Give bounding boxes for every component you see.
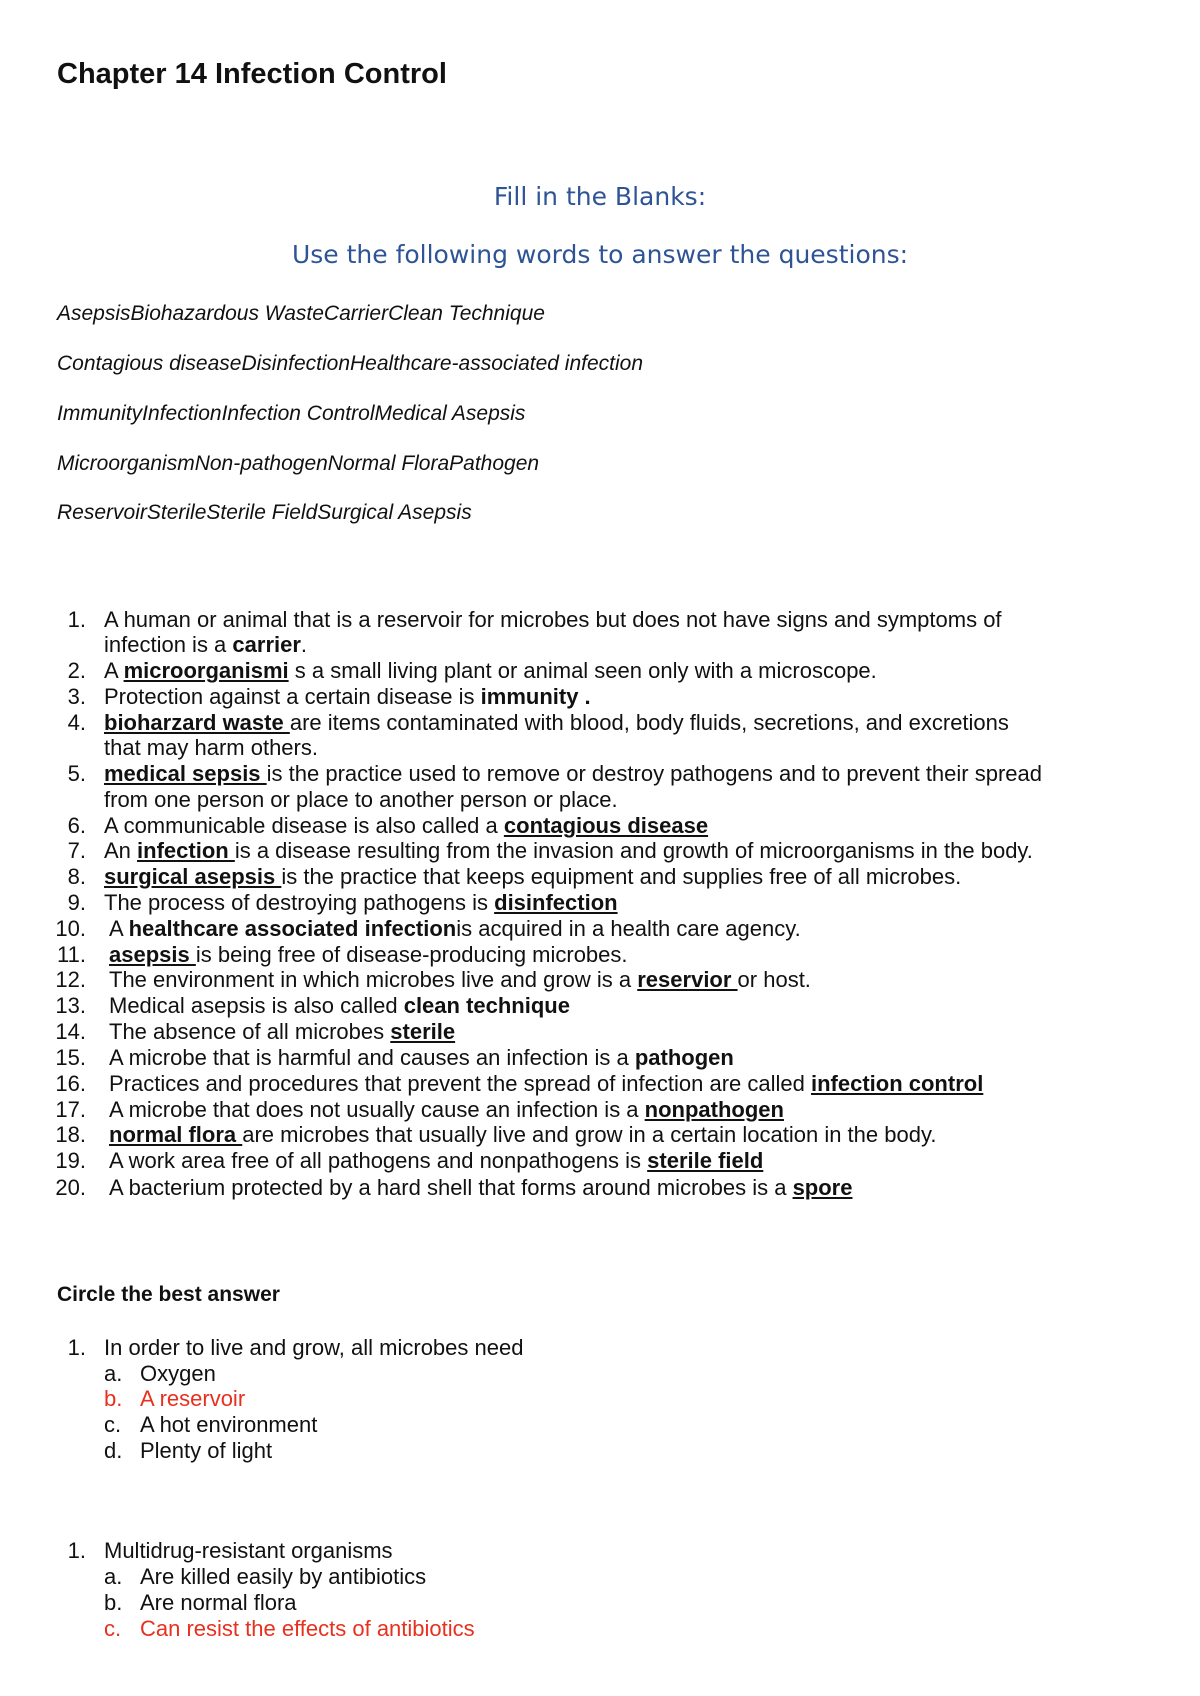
list-item-text: A healthcare associated infectionis acquired in a health care agency. [109,916,801,941]
option-letter: d. [104,1438,123,1463]
word-bank-line: MicroorganismNon-pathogenNormal FloraPathogen [57,452,540,475]
option-text: Plenty of light [140,1438,273,1463]
list-item-text: A work area free of all pathogens and nonpathogens is sterile field [109,1148,764,1173]
option-letter: b. [104,1590,123,1615]
item-number: 1. [67,607,86,632]
item-number: 5. [67,761,86,786]
option-letter: b. [104,1386,123,1411]
list-item-text: Protection against a certain disease is immunity . [104,684,591,709]
list-item-text: surgical asepsis is the practice that keeps equipment and supplies free of all microbes. [104,864,962,889]
item-number: 15. [55,1045,86,1070]
word-bank-line: ReservoirSterileSterile FieldSurgical Asepsis [57,501,472,524]
item-number: 12. [55,967,86,992]
list-item-text: The environment in which microbes live and grow is a reservior or host. [109,967,811,992]
list-item-text: bioharzard waste are items contaminated with blood, body fluids, secretions, and excretions [104,710,1009,735]
item-number: 16. [55,1071,86,1096]
item-number: 14. [55,1019,86,1044]
list-item-text: infection is a carrier. [104,632,308,657]
list-item-text: A communicable disease is also called a contagious disease [104,813,709,838]
option-text: Oxygen [140,1361,216,1386]
item-number: 9. [67,890,86,915]
option-text-correct: A reservoir [140,1386,246,1411]
item-number: 18. [55,1122,86,1147]
list-item-text: A microbe that is harmful and causes an infection is a pathogen [109,1045,734,1070]
item-number: 2. [67,658,86,683]
item-number: 13. [55,993,86,1018]
instructions-heading: Use the following words to answer the questions: [291,240,909,269]
option-text-correct: Can resist the effects of antibiotics [140,1616,475,1641]
item-number: 11. [57,942,86,967]
item-number: 7. [67,838,86,863]
item-number: 19. [55,1148,86,1173]
page-title: Chapter 14 Infection Control [57,58,447,90]
item-number: 8. [67,864,86,889]
list-item-text: Practices and procedures that prevent the spread of infection are called infection control [109,1071,984,1096]
list-item-text: The absence of all microbes sterile [109,1019,456,1044]
question-text: In order to live and grow, all microbes need [104,1335,524,1360]
fill-blanks-heading: Fill in the Blanks: [493,182,707,211]
option-letter: c. [104,1412,122,1437]
list-item-text: The process of destroying pathogens is disinfection [104,890,618,915]
list-item-text: A microbe that does not usually cause an infection is a nonpathogen [109,1097,784,1122]
question-number: 1. [67,1335,86,1360]
list-item-text: normal flora are microbes that usually live and grow in a certain location in the body. [109,1122,937,1147]
option-text: A hot environment [140,1412,318,1437]
word-bank-line: Contagious diseaseDisinfectionHealthcare-associated infection [57,352,644,375]
item-number: 3. [67,684,86,709]
list-item-text: that may harm others. [104,735,318,760]
option-letter: a. [104,1361,123,1386]
item-number: 4. [67,710,86,735]
word-bank-line: ImmunityInfectionInfection ControlMedical Asepsis [57,402,526,425]
word-bank-line: AsepsisBiohazardous WasteCarrierClean Technique [57,302,545,325]
circle-section-title: Circle the best answer [57,1283,280,1306]
question-number: 1. [67,1538,86,1563]
list-item-text: An infection is a disease resulting from the invasion and growth of microorganisms in the body. [104,838,1033,863]
item-number: 10. [55,916,86,941]
option-letter: a. [104,1564,123,1589]
option-text: Are killed easily by antibiotics [140,1564,427,1589]
list-item-text: medical sepsis is the practice used to remove or destroy pathogens and to prevent their spread [104,761,1042,786]
list-item-text: A microorganismi s a small living plant or animal seen only with a microscope. [104,658,877,683]
list-item-text: from one person or place to another person or place. [104,787,618,812]
list-item-text: asepsis is being free of disease-producing microbes. [109,942,628,967]
option-text: Are normal flora [140,1590,297,1615]
list-item-text: A bacterium protected by a hard shell that forms around microbes is a spore [109,1175,853,1200]
item-number: 20. [55,1175,86,1200]
item-number: 6. [67,813,86,838]
list-item-text: Medical asepsis is also called clean technique [109,993,570,1018]
item-number: 17. [55,1097,86,1122]
option-letter: c. [104,1616,122,1641]
question-text: Multidrug-resistant organisms [104,1538,393,1563]
list-item-text: A human or animal that is a reservoir for microbes but does not have signs and symptoms of [104,607,1002,632]
